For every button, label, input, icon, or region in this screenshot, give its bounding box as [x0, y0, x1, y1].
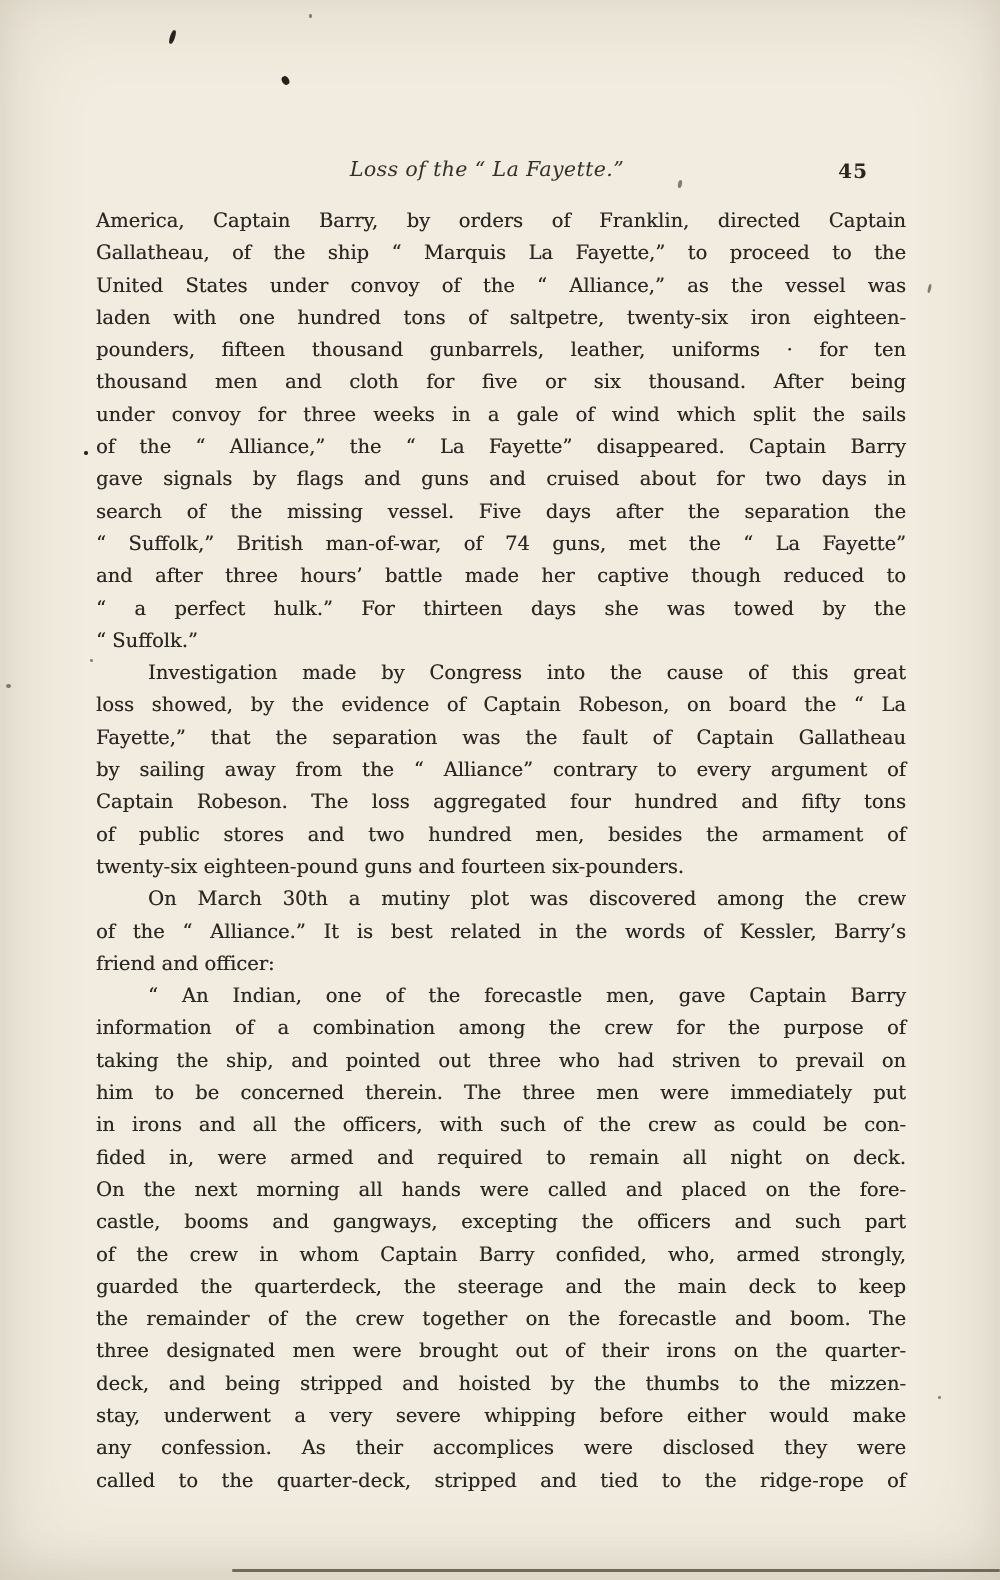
- text-line: any confession. As their accomplices were disclosed they were: [96, 1436, 906, 1460]
- text-line: Captain Robeson. The loss aggregated four hundred and fifty tons: [96, 790, 906, 814]
- text-line: “ Suffolk.”: [96, 628, 198, 652]
- text-line: thousand men and cloth for five or six thousand. After being: [96, 370, 906, 394]
- running-head: [96, 157, 906, 189]
- ink-speck: [309, 14, 312, 18]
- page-body: [96, 205, 906, 1497]
- scan-edge-artifact: [232, 1569, 1000, 1572]
- paragraph-4: [96, 980, 906, 1497]
- text-line: search of the missing vessel. Five days after the separation the: [96, 499, 906, 523]
- text-line: friend and officer:: [96, 951, 275, 975]
- text-line: loss showed, by the evidence of Captain Robeson, on board the “ La: [96, 693, 906, 717]
- text-line: of the “ Alliance.” It is best related in the words of Kessler, Barry’s: [96, 919, 906, 943]
- text-line: On the next morning all hands were called and placed on the fore-: [96, 1177, 906, 1201]
- text-line: in irons and all the officers, with such of the crew as could be con-: [96, 1113, 906, 1137]
- text-line: Fayette,” that the separation was the fault of Captain Gallatheau: [96, 725, 906, 749]
- text-line: America, Captain Barry, by orders of Franklin, directed Captain: [96, 209, 906, 232]
- text-line: the remainder of the crew together on the forecastle and boom. The: [96, 1307, 906, 1331]
- ink-speck: [938, 1396, 941, 1399]
- paragraph-2: [96, 657, 906, 883]
- page-number: 45: [838, 159, 868, 183]
- text-line: and after three hours’ battle made her captive though reduced to: [96, 564, 906, 588]
- text-line: pounders, fifteen thousand gunbarrels, leather, uniforms · for ten: [96, 338, 906, 362]
- paragraph-3: [96, 883, 906, 980]
- text-line: deck, and being stripped and hoisted by the thumbs to the mizzen-: [96, 1371, 906, 1395]
- text-line: taking the ship, and pointed out three who had striven to prevail on: [96, 1048, 906, 1072]
- text-line: stay, underwent a very severe whipping before either would make: [96, 1403, 906, 1427]
- text-line: by sailing away from the “ Alliance” contrary to every argument of: [96, 758, 906, 782]
- paragraph-1: [96, 205, 906, 657]
- text-line: twenty-six eighteen-pound guns and fourteen six-pounders.: [96, 854, 684, 878]
- ink-speck: [90, 659, 93, 662]
- ink-speck: [6, 684, 11, 688]
- text-line: Investigation made by Congress into the cause of this great: [148, 661, 906, 685]
- text-line: him to be concerned therein. The three men were immediately put: [96, 1081, 906, 1105]
- text-line: On March 30th a mutiny plot was discovered among the crew: [148, 887, 906, 911]
- text-line: “ Suffolk,” British man-of-war, of 74 guns, met the “ La Fayette”: [96, 531, 906, 555]
- ink-speck: [280, 75, 291, 86]
- text-line: guarded the quarterdeck, the steerage and the main deck to keep: [96, 1274, 906, 1298]
- text-line: laden with one hundred tons of saltpetre, twenty-six iron eighteen-: [96, 305, 906, 329]
- text-line: gave signals by flags and guns and cruised about for two days in: [96, 467, 906, 491]
- text-line: information of a combination among the crew for the purpose of: [96, 1016, 906, 1040]
- ink-speck: [927, 284, 932, 293]
- text-line: three designated men were brought out of their irons on the quarter-: [96, 1339, 906, 1363]
- text-line: Gallatheau, of the ship “ Marquis La Fayette,” to proceed to the: [96, 241, 906, 265]
- text-line: fided in, were armed and required to remain all night on deck.: [96, 1145, 906, 1169]
- text-line: castle, booms and gangways, excepting the officers and such part: [96, 1210, 906, 1234]
- text-line: “ An Indian, one of the forecastle men, gave Captain Barry: [148, 984, 906, 1008]
- text-line: of the crew in whom Captain Barry confided, who, armed strongly,: [96, 1242, 906, 1266]
- text-line: under convoy for three weeks in a gale of wind which split the sails: [96, 402, 906, 426]
- text-line: of public stores and two hundred men, besides the armament of: [96, 822, 906, 846]
- ink-speck: [168, 30, 177, 45]
- text-line: of the “ Alliance,” the “ La Fayette” disappeared. Captain Barry: [96, 435, 906, 459]
- text-line: United States under convoy of the “ Alliance,” as the vessel was: [96, 273, 906, 297]
- ink-speck: [84, 451, 88, 455]
- running-head-title: Loss of the “ La Fayette.”: [349, 157, 625, 181]
- text-line: called to the quarter-deck, stripped and tied to the ridge-rope of: [96, 1468, 906, 1492]
- text-line: “ a perfect hulk.” For thirteen days she was towed by the: [96, 596, 906, 620]
